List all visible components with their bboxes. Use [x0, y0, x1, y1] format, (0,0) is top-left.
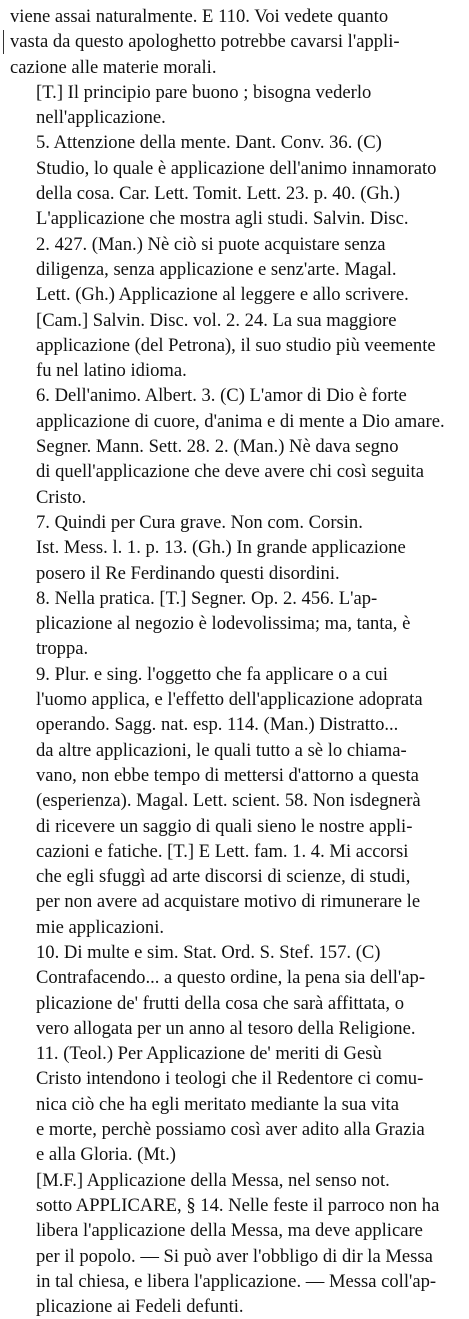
text-line: Segner. Mann. Sett. 28. 2. (Man.) Nè dava segno — [36, 436, 399, 458]
text-line: [Cam.] Salvin. Disc. vol. 2. 24. La sua maggiore — [36, 309, 397, 331]
text-line: e morte, perchè possiamo così aver adito alla Grazia — [36, 1119, 425, 1141]
sense-heading-line: 6. Dell'animo. Albert. 3. (C) L'amor di Dio è forte — [36, 385, 407, 407]
text-line: Cristo intendono i teologi che il Redentore ci comu- — [36, 1068, 424, 1090]
text-line: Contrafacendo... a questo ordine, la pena sia dell'ap- — [36, 967, 426, 989]
text-line: L'applicazione che mostra agli studi. Salvin. Disc. — [36, 208, 409, 230]
text-line: nell'applicazione. — [36, 107, 166, 129]
entry-continuation — [10, 4, 459, 80]
text-line: cazione alle materie morali. — [10, 56, 217, 78]
entry-sense-8 — [10, 586, 459, 662]
entry-note-t — [10, 80, 459, 131]
text-line: Ist. Mess. l. 1. p. 13. (Gh.) In grande applicazione — [36, 537, 406, 559]
text-line: Studio, lo quale è applicazione dell'animo innamorato — [36, 157, 437, 179]
text-line: libera l'applicazione della Messa, ma deve applicare — [36, 1220, 423, 1242]
text-line: viene assai naturalmente. E 110. Voi vedete quanto — [10, 6, 389, 27]
entry-sense-11 — [10, 1041, 459, 1167]
text-line: [T.] Il principio pare buono ; bisogna vederlo — [36, 81, 372, 103]
text-line: applicazione di cuore, d'anima e di mente a Dio amare. — [36, 410, 445, 432]
text-line: per non avere ad acquistare motivo di rimunerare le — [36, 891, 421, 913]
text-line: posero il Re Ferdinando questi disordini. — [36, 562, 340, 584]
sense-heading-line: 10. Di multe e sim. Stat. Ord. S. Stef. 157. (C) — [36, 941, 381, 963]
text-line: vasta da questo apologhetto potrebbe cavarsi l'appli- — [10, 31, 400, 53]
sense-heading-line: 7. Quindi per Cura grave. Non com. Corsin. — [36, 511, 363, 533]
text-line: vero allogata per un anno al tesoro della Religione. — [36, 1017, 416, 1039]
text-line: Lett. (Gh.) Applicazione al leggere e allo scrivere. — [36, 284, 409, 306]
text-line: diligenza, senza applicazione e senz'arte. Magal. — [36, 258, 397, 280]
text-line: sotto APPLICARE, § 14. Nelle feste il parroco non ha — [36, 1194, 440, 1216]
text-line: (esperienza). Magal. Lett. scient. 58. Non isdegnerà — [36, 790, 421, 812]
text-line: e alla Gloria. (Mt.) — [36, 1144, 176, 1166]
text-line: plicazione al negozio è lodevolissima; ma, tanta, è — [36, 613, 411, 635]
entry-sense-10 — [10, 940, 459, 1041]
sense-heading-line: 9. Plur. e sing. l'oggetto che fa applicare o a cui — [36, 663, 388, 685]
sense-heading-line: 5. Attenzione della mente. Dant. Conv. 36. (C) — [36, 132, 382, 154]
text-line: plicazione de' frutti della cosa che sarà affittata, o — [36, 992, 404, 1014]
text-line: di quell'applicazione che deve avere chi così seguita — [36, 461, 424, 483]
text-line: di ricevere un saggio di quali sieno le nostre appli- — [36, 815, 413, 837]
text-line: nica ciò che ha egli meritato mediante la sua vita — [36, 1093, 399, 1115]
text-line: cazioni e fatiche. [T.] E Lett. fam. 1. 4. Mi accorsi — [36, 840, 409, 862]
entry-note-mf — [10, 1168, 459, 1319]
text-line: applicazione (del Petrona), il suo studio più veemente — [36, 334, 436, 356]
text-line: 2. 427. (Man.) Nè ciò si puote acquistare senza — [36, 233, 386, 255]
text-line: mie applicazioni. — [36, 916, 165, 938]
entry-sense-9 — [10, 662, 459, 940]
text-line: [M.F.] Applicazione della Messa, nel senso not. — [36, 1169, 390, 1191]
entry-sense-6 — [10, 383, 459, 509]
text-line: fu nel latino idioma. — [36, 360, 187, 382]
text-line: l'uomo applica, e l'effetto dell'applicazione adoprata — [36, 689, 423, 711]
margin-mark — [3, 30, 4, 54]
text-line: della cosa. Car. Lett. Tomit. Lett. 23. p. 40. (Gh.) — [36, 183, 400, 205]
text-line: vano, non ebbe tempo di mettersi d'attorno a questa — [36, 764, 419, 786]
text-line: che egli sfuggì ad arte discorsi di scienze, di studi, — [36, 866, 411, 888]
text-line: operando. Sagg. nat. esp. 114. (Man.) Distratto... — [36, 714, 399, 736]
text-line: per il popolo. — Si può aver l'obbligo di dir la Messa — [36, 1245, 433, 1267]
text-line: in tal chiesa, e libera l'applicazione. — Messa coll'ap- — [36, 1270, 437, 1292]
text-line: da altre applicazioni, le quali tutto a sè lo chiama- — [36, 739, 407, 761]
text-line: plicazione ai Fedeli defunti. — [36, 1296, 244, 1318]
entry-sense-5 — [10, 130, 459, 383]
text-line: troppa. — [36, 638, 89, 660]
entry-sense-7 — [10, 510, 459, 586]
sense-heading-line: 11. (Teol.) Per Applicazione de' meriti di Gesù — [36, 1043, 382, 1065]
sense-heading-line: 8. Nella pratica. [T.] Segner. Op. 2. 456. L'ap- — [36, 587, 378, 609]
text-line: Cristo. — [36, 486, 87, 508]
